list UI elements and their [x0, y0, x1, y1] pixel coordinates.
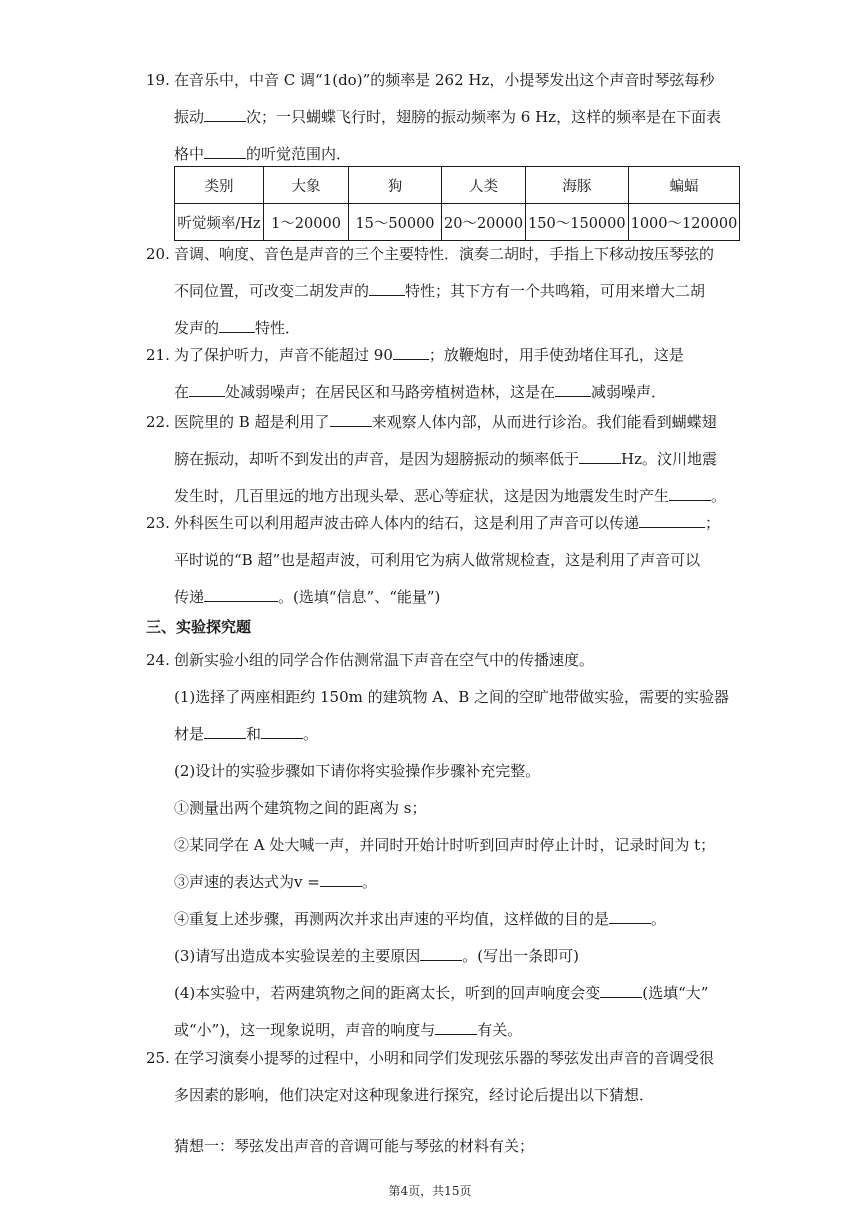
q23-line-2: 平时说的“B 超”也是超声波，可利用它为病人做常规检查，这是利用了声音可以: [174, 551, 701, 569]
q19-line-2: 振动 次；一只蝴蝶飞行时，翅膀的振动频率为 6 Hz，这样的频率是在下面表: [174, 108, 722, 126]
answer-blank[interactable]: [369, 280, 405, 296]
answer-blank[interactable]: [420, 945, 462, 961]
answer-blank[interactable]: [189, 381, 225, 397]
answer-blank[interactable]: [435, 1019, 477, 1035]
q21-line-2: 在 处减弱噪声；在居民区和马路旁植树造林，这是在 减弱噪声．: [174, 383, 667, 401]
q22-line-1: 医院里的 B 超是利用了 来观察人体内部，从而进行诊治。我们能看到蝴蝶翅: [174, 413, 717, 431]
table-header-cell: 海豚: [526, 167, 629, 204]
answer-blank[interactable]: [393, 344, 429, 360]
table-cell: 15～50000: [349, 204, 442, 241]
page-footer: 第4页，共15页: [388, 1184, 472, 1198]
question-25: [146, 1040, 726, 1165]
answer-blank[interactable]: [555, 381, 591, 397]
table-cell: 1～20000: [264, 204, 349, 241]
question-20: [146, 236, 726, 347]
table-header-cell: 大象: [264, 167, 349, 204]
q21-line-1: 为了保护听力，声音不能超过 90 ；放鞭炮时，用手使劲堵住耳孔，这是: [174, 346, 684, 364]
q24-part-1-line-2: 材是 和 。: [174, 725, 319, 743]
q24-part-2: (2)设计的实验步骤如下请你将实验操作步骤补充完整。: [174, 762, 541, 780]
q24-part-3: (3)请写出造成本实验误差的主要原因 。(写出一条即可): [174, 947, 579, 965]
q20-line-1: 音调、响度、音色是声音的三个主要特性．演奏二胡时，手指上下移动按压琴弦的: [174, 245, 715, 263]
answer-blank[interactable]: [669, 485, 711, 501]
q20-line-2: 不同位置，可改变二胡发声的 特性；其下方有一个共鸣箱，可用来增大二胡: [174, 282, 706, 300]
q22-line-2: 膀在振动，却听不到发出的声音，是因为翅膀振动的频率低于 Hz。汶川地震: [174, 450, 718, 468]
answer-blank[interactable]: [320, 871, 362, 887]
q25-line-2: 多因素的影响，他们决定对这种现象进行探究，经讨论后提出以下猜想．: [174, 1086, 655, 1104]
q24-intro: 创新实验小组的同学合作估测常温下声音在空气中的传播速度。: [174, 651, 595, 669]
answer-blank[interactable]: [600, 982, 642, 998]
q24-step-1: ①测量出两个建筑物之间的距离为 s；: [174, 799, 427, 817]
answer-blank[interactable]: [204, 106, 246, 122]
table-cell: 150～150000: [526, 204, 629, 241]
question-number: 22.: [146, 413, 170, 431]
question-24: [146, 642, 730, 1049]
answer-blank[interactable]: [219, 317, 255, 333]
question-23: [146, 505, 726, 616]
q24-step-2: ②某同学在 A 处大喊一声，并同时开始计时听到回声时停止计时，记录时间为 t；: [174, 836, 716, 854]
q24-part-1-line-1: (1)选择了两座相距约 150m 的建筑物 A、B 之间的空旷地带做实验，需要的实验器: [174, 688, 730, 706]
table-header-cell: 人类: [442, 167, 526, 204]
q22-line-3: 发生时，几百里远的地方出现头晕、恶心等症状，这是因为地震发生时产生 。: [174, 487, 727, 505]
table-header-cell: 蝙蝠: [628, 167, 740, 204]
question-number: 19.: [146, 71, 170, 89]
section-heading: 三、实验探究题: [146, 618, 252, 636]
table-header-row: [175, 167, 740, 204]
q24-step-4: ④重复上述步骤，再测两次并求出声速的平均值，这样做的目的是 。: [174, 910, 667, 928]
q19-line-1: 在音乐中，中音 C 调“1(do)”的频率是 262 Hz，小提琴发出这个声音时琴弦每秒: [174, 71, 715, 89]
table-header-cell: 狗: [349, 167, 442, 204]
answer-blank[interactable]: [204, 143, 246, 159]
question-number: 20.: [146, 245, 170, 263]
question-number: 23.: [146, 514, 170, 532]
answer-blank[interactable]: [261, 723, 303, 739]
table-row: [175, 204, 740, 241]
answer-blank[interactable]: [609, 908, 651, 924]
question-21: [146, 337, 726, 411]
question-number: 24.: [146, 651, 170, 669]
answer-blank[interactable]: [204, 723, 246, 739]
question-22: [146, 404, 726, 515]
table-header-cell: 类别: [175, 167, 264, 204]
question-number: 25.: [146, 1049, 170, 1067]
q25-guess-1: 猜想一：琴弦发出声音的音调可能与琴弦的材料有关；: [174, 1137, 535, 1155]
answer-blank[interactable]: [639, 512, 705, 528]
q24-part-4-line-2: 或“小”)，这一现象说明，声音的响度与 有关。: [174, 1021, 523, 1039]
q19-line-3: 格中 的听觉范围内．: [174, 145, 352, 163]
table-cell: 1000～120000: [628, 204, 740, 241]
q23-line-3: 传递 。(选填“信息”、“能量”): [174, 588, 441, 606]
table-row-label: 听觉频率/Hz: [175, 204, 264, 241]
question-19: [146, 62, 726, 173]
q20-line-3: 发声的 特性．: [174, 319, 301, 337]
hearing-range-table: [174, 166, 740, 241]
answer-blank[interactable]: [330, 411, 372, 427]
table-cell: 20～20000: [442, 204, 526, 241]
q25-line-1: 在学习演奏小提琴的过程中，小明和同学们发现弦乐器的琴弦发出声音的音调受很: [174, 1049, 715, 1067]
answer-blank[interactable]: [204, 586, 278, 602]
q24-part-4-line-1: (4)本实验中，若两建筑物之间的距离太长，听到的回声响度会变 (选填“大”: [174, 984, 709, 1002]
q24-step-3: ③声速的表达式为v = 。: [174, 873, 377, 891]
answer-blank[interactable]: [579, 448, 621, 464]
question-number: 21.: [146, 346, 170, 364]
q23-line-1: 外科医生可以利用超声波击碎人体内的结石，这是利用了声音可以传递 ；: [174, 514, 721, 532]
